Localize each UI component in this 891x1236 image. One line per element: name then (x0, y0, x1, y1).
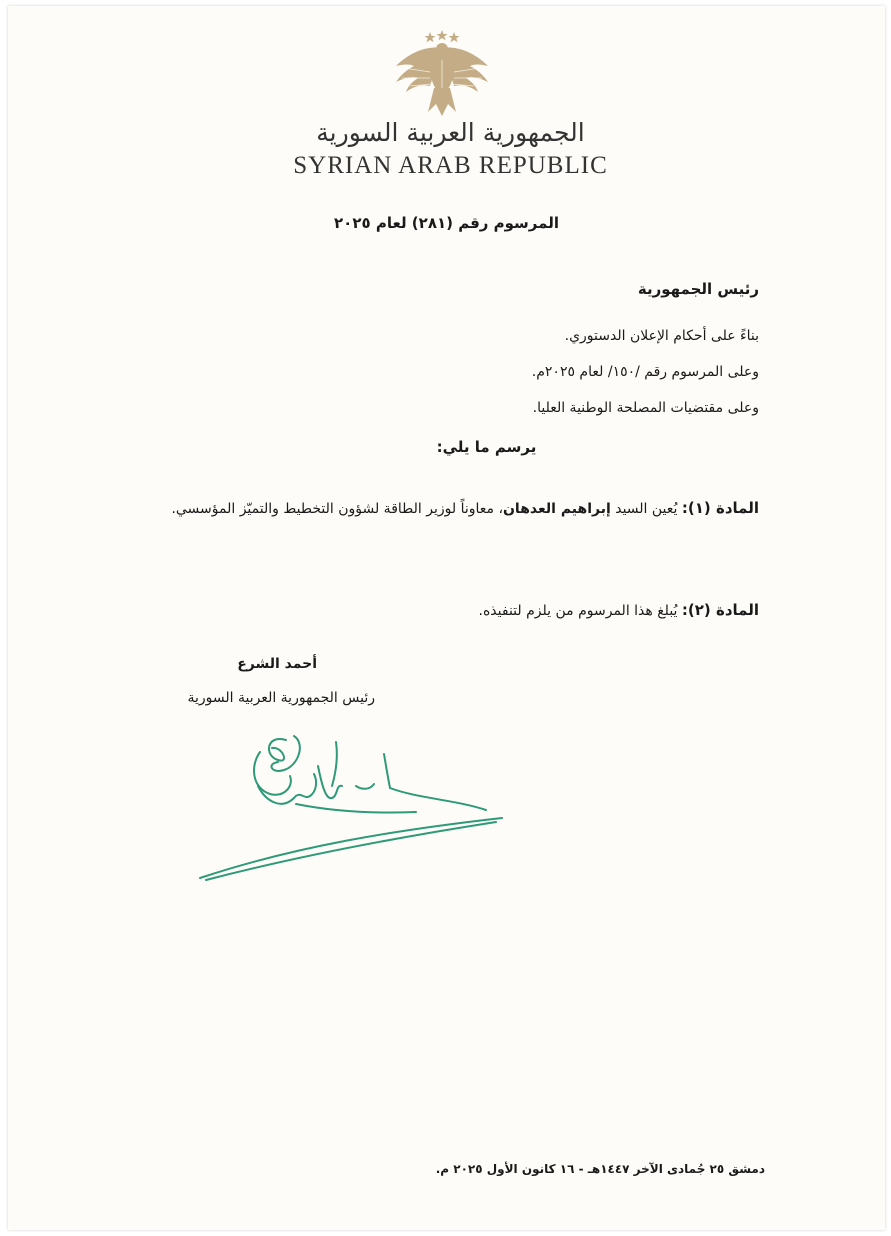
article-label: المادة (٢): (681, 601, 759, 619)
article-2 (139, 588, 759, 633)
article-label: المادة (١): (681, 499, 759, 517)
president-heading: رئيس الجمهورية (637, 280, 759, 298)
eagle-emblem-icon (390, 28, 494, 118)
appointee-name: إبراهيم العدهان (502, 501, 611, 517)
article-text: يُعين السيد (610, 501, 682, 517)
prelude-line: وعلى المرسوم رقم /١٥٠/ لعام ٢٠٢٥م. (531, 364, 759, 380)
signatory-name: أحمد الشرع (237, 656, 317, 672)
decree-title: المرسوم رقم (٢٨١) لعام ٢٠٢٥ (334, 214, 559, 232)
header-arabic-name: الجمهورية العربية السورية (316, 118, 585, 147)
issue-date: دمشق ٢٥ جُمادى الآخر ١٤٤٧هـ - ١٦ كانون الأول ٢٠٢٥ م. (435, 1162, 765, 1176)
article-text: ، معاوناً لوزير الطاقة لشؤون التخطيط والتميّز المؤسسي. (171, 501, 503, 517)
header-english-name: SYRIAN ARAB REPUBLIC (293, 152, 608, 179)
prelude-line: وعلى مقتضيات المصلحة الوطنية العليا. (532, 400, 759, 416)
signatory-title: رئيس الجمهورية العربية السورية (187, 690, 375, 706)
article-text: يُبلغ هذا المرسوم من يلزم لتنفيذه. (478, 603, 682, 619)
article-1 (139, 486, 759, 531)
prelude-line: بناءً على أحكام الإعلان الدستوري. (564, 328, 759, 344)
decree-document (8, 6, 885, 1230)
handwritten-signature (186, 726, 506, 896)
decrees-heading: يرسم ما يلي: (436, 438, 537, 456)
